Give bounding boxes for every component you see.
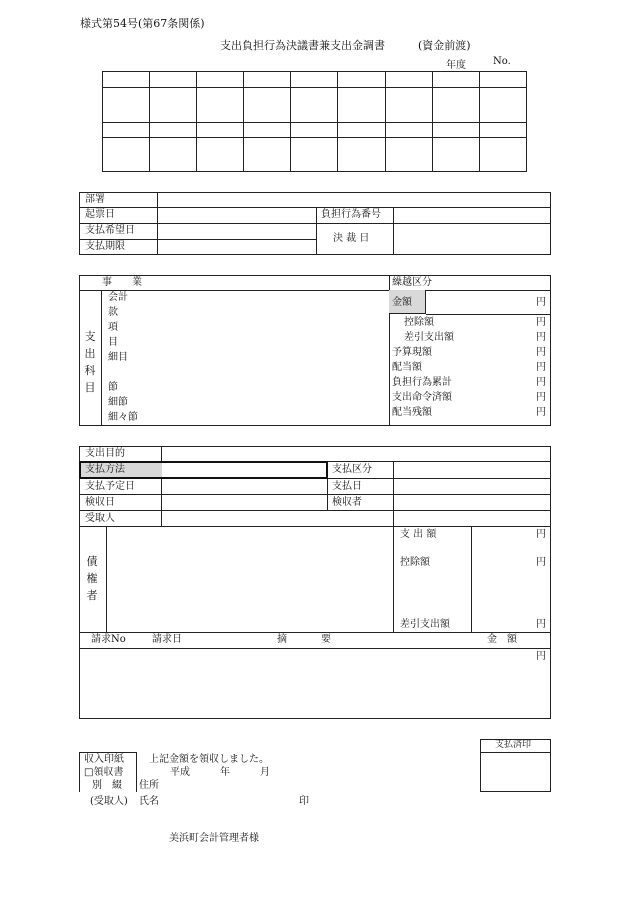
budget-item: 項	[108, 322, 118, 333]
budget-item: 款	[108, 307, 118, 318]
name-label: 氏名	[139, 796, 159, 807]
approval-grid-line	[479, 71, 480, 172]
recipient-paren-label: (受取人)	[90, 796, 128, 807]
commit-number-label: 負担行為番号	[321, 209, 381, 220]
payment-line	[79, 510, 551, 511]
expenditure-category-label: 支出科目	[84, 330, 96, 394]
approval-grid-line	[196, 71, 197, 172]
yen-label: 円	[536, 317, 546, 328]
budget-right-item: 差引支出額	[404, 332, 454, 343]
scheduled-date-label: 支払予定日	[85, 481, 135, 492]
revenue-stamp-label: 収入印紙	[84, 754, 124, 765]
budget-right-item: 支出命令済額	[392, 392, 452, 403]
form-title: 支出負担行為決議書兼支出金調書	[220, 39, 385, 52]
budget-item: 細節	[108, 397, 128, 408]
amount-label: 金額	[392, 297, 412, 308]
net-label: 差引支出額	[400, 619, 450, 630]
received-text: 上記金額を領収しました。	[149, 754, 269, 765]
payment-deadline-label: 支払期限	[85, 241, 125, 252]
decision-date-label: 決 裁 日	[333, 233, 370, 244]
expenditure-label: 支 出 額	[400, 529, 437, 540]
payment-date-label: 支払日	[332, 481, 362, 492]
payment-line	[106, 526, 107, 632]
approval-grid-line	[102, 87, 527, 88]
payment-line	[79, 648, 551, 649]
seal-label: 印	[299, 796, 309, 807]
form-number: 様式第54号(第67条関係)	[80, 17, 205, 30]
payment-line	[79, 632, 551, 633]
inspector-label: 検収者	[332, 497, 362, 508]
budget-line	[426, 314, 551, 315]
yen-label: 円	[536, 557, 546, 568]
budget-item: 節	[108, 382, 118, 393]
claim-number-header: 請求No	[91, 634, 126, 645]
yen-label: 円	[536, 297, 546, 308]
paid-stamp-label: 支払済印	[495, 740, 532, 750]
budget-right-item: 予算現額	[392, 347, 432, 358]
approval-grid-line	[243, 71, 244, 172]
claim-date-header: 請求日	[152, 634, 182, 645]
year-text: 年	[220, 767, 230, 778]
issue-date-label: 起票日	[85, 209, 115, 220]
budget-line	[101, 290, 102, 426]
yen-label: 円	[536, 407, 546, 418]
approval-grid-line	[102, 137, 527, 138]
attached-label: 別 綴	[92, 780, 122, 791]
yen-label: 円	[536, 377, 546, 388]
recipient-label: 受取人	[85, 513, 115, 524]
deduction-label: 控除額	[400, 557, 430, 568]
budget-right-item: 負担行為累計	[392, 377, 452, 388]
payment-line	[161, 446, 162, 526]
approval-grid-line	[385, 71, 386, 172]
yen-label: 円	[536, 392, 546, 403]
no-label: No.	[493, 56, 511, 67]
payment-table-frame	[79, 446, 551, 719]
creditor-label: 債権者	[86, 555, 98, 602]
project-label: 事 業	[102, 277, 142, 288]
approval-grid-line	[337, 71, 338, 172]
payment-category-label: 支払区分	[332, 464, 372, 475]
department-label: 部署	[85, 194, 105, 205]
budget-right-item: 控除額	[404, 317, 434, 328]
info-line	[79, 239, 316, 240]
budget-right-item: 配当額	[392, 362, 422, 373]
yen-label: 円	[536, 651, 546, 662]
payment-line	[471, 526, 472, 632]
budget-item: 細々節	[108, 412, 138, 423]
budget-item: 会計	[108, 292, 128, 303]
budget-table-frame	[79, 275, 551, 426]
amount-header: 金 額	[487, 634, 517, 645]
form-subtitle: (資金前渡)	[418, 39, 471, 52]
paid-stamp-line	[480, 752, 551, 753]
payment-line	[393, 461, 394, 632]
yen-label: 円	[536, 619, 546, 630]
info-line	[316, 207, 317, 255]
yen-label: 円	[536, 362, 546, 373]
budget-item: 目	[108, 337, 118, 348]
addressee-label: 美浜町会計管理者様	[169, 833, 259, 844]
info-line	[79, 207, 551, 208]
era-label: 平成	[170, 767, 190, 778]
purpose-label: 支出目的	[85, 448, 125, 459]
carryover-label: 繰越区分	[392, 277, 432, 288]
address-label: 住所	[139, 780, 159, 791]
year-label: 年度	[446, 60, 466, 71]
desired-payment-date-label: 支払希望日	[85, 225, 135, 236]
budget-line	[79, 290, 551, 291]
approval-grid-line	[290, 71, 291, 172]
inspection-date-label: 検収日	[85, 497, 115, 508]
payment-line	[79, 494, 551, 495]
approval-grid-line	[102, 122, 527, 123]
info-line	[157, 192, 158, 255]
yen-label: 円	[536, 347, 546, 358]
receipt-checkbox-label: □領収書	[84, 767, 124, 778]
method-label: 支払方法	[85, 464, 125, 475]
approval-grid-line	[149, 71, 150, 172]
yen-label: 円	[536, 529, 546, 540]
summary-header: 要	[321, 634, 331, 645]
budget-item: 細目	[108, 352, 128, 363]
payment-line	[79, 526, 551, 527]
yen-label: 円	[536, 332, 546, 343]
approval-grid-line	[432, 71, 433, 172]
summary-header: 摘	[277, 634, 287, 645]
budget-right-item: 配当残額	[392, 407, 432, 418]
month-text: 月	[260, 767, 270, 778]
info-line	[79, 223, 551, 224]
info-line	[393, 207, 394, 255]
